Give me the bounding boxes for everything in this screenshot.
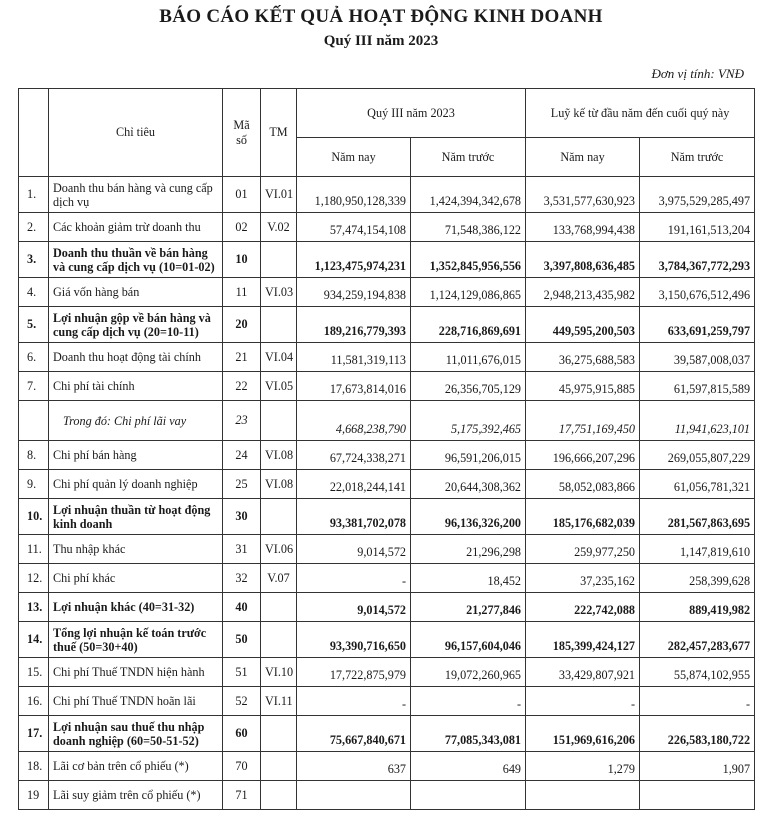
indicator-cell: Lợi nhuận sau thuế thu nhập doanh nghiệp (60=50-51-52) (49, 716, 223, 752)
code-cell: 52 (223, 687, 261, 716)
code-cell: 51 (223, 658, 261, 687)
indicator-cell: Chi phí khác (49, 564, 223, 593)
indicator-cell: Lợi nhuận thuần từ hoạt động kinh doanh (49, 499, 223, 535)
ytd-this-year-value: 151,969,616,206 (526, 716, 640, 752)
quarter-this-year-value: 637 (297, 752, 411, 781)
ytd-last-year-value: 3,150,676,512,496 (640, 278, 755, 307)
table-row (19, 343, 755, 372)
quarter-this-year-value: - (297, 687, 411, 716)
header-note: TM (261, 89, 297, 177)
quarter-last-year-value: 77,085,343,081 (411, 716, 526, 752)
quarter-last-year-value: 1,424,394,342,678 (411, 177, 526, 213)
note-cell: VI.08 (261, 441, 297, 470)
quarter-this-year-value: 9,014,572 (297, 593, 411, 622)
indicator-cell: Các khoản giảm trừ doanh thu (49, 213, 223, 242)
ytd-last-year-value (640, 781, 755, 810)
note-cell (261, 622, 297, 658)
quarter-last-year-value: 20,644,308,362 (411, 470, 526, 499)
ytd-last-year-value: 226,583,180,722 (640, 716, 755, 752)
note-cell (261, 401, 297, 441)
ytd-this-year-value: - (526, 687, 640, 716)
indicator-cell: Chi phí Thuế TNDN hoãn lãi (49, 687, 223, 716)
code-cell: 01 (223, 177, 261, 213)
table-row (19, 752, 755, 781)
indicator-cell: Lãi cơ bản trên cổ phiếu (*) (49, 752, 223, 781)
ytd-last-year-value: 11,941,623,101 (640, 401, 755, 441)
row-number: 10. (19, 499, 49, 535)
code-cell: 32 (223, 564, 261, 593)
table-row (19, 658, 755, 687)
quarter-last-year-value: 19,072,260,965 (411, 658, 526, 687)
ytd-this-year-value: 196,666,207,296 (526, 441, 640, 470)
quarter-last-year-value (411, 781, 526, 810)
row-number: 16. (19, 687, 49, 716)
row-number: 11. (19, 535, 49, 564)
quarter-this-year-value: 189,216,779,393 (297, 307, 411, 343)
ytd-this-year-value: 259,977,250 (526, 535, 640, 564)
quarter-last-year-value: 1,124,129,086,865 (411, 278, 526, 307)
note-cell: VI.10 (261, 658, 297, 687)
header-ytd-this-year: Năm nay (526, 138, 640, 177)
row-number: 6. (19, 343, 49, 372)
table-row (19, 401, 755, 441)
row-number: 7. (19, 372, 49, 401)
quarter-last-year-value: 21,296,298 (411, 535, 526, 564)
ytd-this-year-value: 45,975,915,885 (526, 372, 640, 401)
ytd-last-year-value: 55,874,102,955 (640, 658, 755, 687)
indicator-cell: Chi phí Thuế TNDN hiện hành (49, 658, 223, 687)
quarter-this-year-value: 11,581,319,113 (297, 343, 411, 372)
ytd-this-year-value (526, 781, 640, 810)
currency-unit: Đơn vị tính: VNĐ (651, 66, 744, 81)
ytd-last-year-value: - (640, 687, 755, 716)
quarter-last-year-value: 228,716,869,691 (411, 307, 526, 343)
indicator-cell: Chi phí quản lý doanh nghiệp (49, 470, 223, 499)
indicator-cell: Giá vốn hàng bán (49, 278, 223, 307)
table-row (19, 716, 755, 752)
code-cell: 21 (223, 343, 261, 372)
ytd-this-year-value: 36,275,688,583 (526, 343, 640, 372)
indicator-cell: Doanh thu bán hàng và cung cấp dịch vụ (49, 177, 223, 213)
table-row (19, 242, 755, 278)
header-ytd-last-year: Năm trước (640, 138, 755, 177)
code-cell: 23 (223, 401, 261, 441)
note-cell: VI.01 (261, 177, 297, 213)
note-cell: VI.03 (261, 278, 297, 307)
quarter-this-year-value: 1,180,950,128,339 (297, 177, 411, 213)
header-quarter-this-year: Năm nay (297, 138, 411, 177)
ytd-last-year-value: 3,784,367,772,293 (640, 242, 755, 278)
ytd-last-year-value: 39,587,008,037 (640, 343, 755, 372)
row-number: 15. (19, 658, 49, 687)
ytd-this-year-value: 449,595,200,503 (526, 307, 640, 343)
code-cell: 30 (223, 499, 261, 535)
row-number: 14. (19, 622, 49, 658)
ytd-this-year-value: 17,751,169,450 (526, 401, 640, 441)
quarter-last-year-value: 71,548,386,122 (411, 213, 526, 242)
income-statement-table (18, 88, 755, 810)
code-cell: 40 (223, 593, 261, 622)
note-cell: V.02 (261, 213, 297, 242)
table-row (19, 307, 755, 343)
note-cell (261, 242, 297, 278)
table-row (19, 278, 755, 307)
note-cell (261, 752, 297, 781)
row-number: 9. (19, 470, 49, 499)
report-subtitle: Quý III năm 2023 (323, 33, 439, 49)
quarter-this-year-value: 57,474,154,108 (297, 213, 411, 242)
quarter-this-year-value: 17,722,875,979 (297, 658, 411, 687)
ytd-last-year-value: 1,147,819,610 (640, 535, 755, 564)
header-indicator: Chỉ tiêu (49, 89, 223, 177)
table-row (19, 687, 755, 716)
header-quarter: Quý III năm 2023 (297, 89, 526, 138)
table-row (19, 535, 755, 564)
indicator-cell: Thu nhập khác (49, 535, 223, 564)
quarter-last-year-value: - (411, 687, 526, 716)
note-cell: VI.06 (261, 535, 297, 564)
ytd-this-year-value: 185,399,424,127 (526, 622, 640, 658)
quarter-last-year-value: 21,277,846 (411, 593, 526, 622)
quarter-last-year-value: 11,011,676,015 (411, 343, 526, 372)
ytd-last-year-value: 1,907 (640, 752, 755, 781)
code-cell: 50 (223, 622, 261, 658)
header-stt (19, 89, 49, 177)
table-row (19, 177, 755, 213)
note-cell: V.07 (261, 564, 297, 593)
ytd-this-year-value: 1,279 (526, 752, 640, 781)
note-cell (261, 499, 297, 535)
ytd-last-year-value: 3,975,529,285,497 (640, 177, 755, 213)
ytd-this-year-value: 37,235,162 (526, 564, 640, 593)
row-number: 4. (19, 278, 49, 307)
quarter-this-year-value: 4,668,238,790 (297, 401, 411, 441)
code-cell: 11 (223, 278, 261, 307)
quarter-this-year-value: 75,667,840,671 (297, 716, 411, 752)
header-quarter-last-year: Năm trước (411, 138, 526, 177)
note-cell (261, 593, 297, 622)
quarter-last-year-value: 649 (411, 752, 526, 781)
quarter-this-year-value: 9,014,572 (297, 535, 411, 564)
note-cell: VI.05 (261, 372, 297, 401)
note-cell (261, 307, 297, 343)
code-cell: 25 (223, 470, 261, 499)
ytd-this-year-value: 133,768,994,438 (526, 213, 640, 242)
row-number: 8. (19, 441, 49, 470)
ytd-last-year-value: 282,457,283,677 (640, 622, 755, 658)
report-title: BÁO CÁO KẾT QUẢ HOẠT ĐỘNG KINH DOANH (159, 6, 603, 27)
quarter-this-year-value: 67,724,338,271 (297, 441, 411, 470)
indicator-cell: Lợi nhuận khác (40=31-32) (49, 593, 223, 622)
quarter-this-year-value: 17,673,814,016 (297, 372, 411, 401)
ytd-this-year-value: 222,742,088 (526, 593, 640, 622)
code-cell: 71 (223, 781, 261, 810)
code-cell: 31 (223, 535, 261, 564)
note-cell (261, 781, 297, 810)
table-row (19, 593, 755, 622)
row-number (19, 401, 49, 441)
table-row (19, 564, 755, 593)
indicator-cell: Tổng lợi nhuận kế toán trước thuế (50=30+40) (49, 622, 223, 658)
quarter-last-year-value: 1,352,845,956,556 (411, 242, 526, 278)
quarter-this-year-value: 934,259,194,838 (297, 278, 411, 307)
ytd-last-year-value: 61,597,815,589 (640, 372, 755, 401)
code-cell: 22 (223, 372, 261, 401)
row-number: 1. (19, 177, 49, 213)
table-row (19, 441, 755, 470)
table-body (19, 177, 755, 810)
note-cell: VI.04 (261, 343, 297, 372)
table-row (19, 213, 755, 242)
indicator-cell: Trong đó: Chi phí lãi vay (49, 401, 223, 441)
ytd-last-year-value: 258,399,628 (640, 564, 755, 593)
row-number: 18. (19, 752, 49, 781)
indicator-cell: Doanh thu thuần về bán hàng và cung cấp dịch vụ (10=01-02) (49, 242, 223, 278)
ytd-last-year-value: 633,691,259,797 (640, 307, 755, 343)
code-cell: 10 (223, 242, 261, 278)
quarter-this-year-value: 1,123,475,974,231 (297, 242, 411, 278)
table-row (19, 470, 755, 499)
ytd-last-year-value: 191,161,513,204 (640, 213, 755, 242)
ytd-last-year-value: 61,056,781,321 (640, 470, 755, 499)
ytd-this-year-value: 33,429,807,921 (526, 658, 640, 687)
quarter-this-year-value: 93,381,702,078 (297, 499, 411, 535)
ytd-this-year-value: 58,052,083,866 (526, 470, 640, 499)
quarter-this-year-value (297, 781, 411, 810)
code-cell: 20 (223, 307, 261, 343)
row-number: 2. (19, 213, 49, 242)
table-row (19, 372, 755, 401)
quarter-last-year-value: 5,175,392,465 (411, 401, 526, 441)
code-cell: 02 (223, 213, 261, 242)
ytd-this-year-value: 2,948,213,435,982 (526, 278, 640, 307)
ytd-last-year-value: 269,055,807,229 (640, 441, 755, 470)
quarter-last-year-value: 96,136,326,200 (411, 499, 526, 535)
quarter-this-year-value: 22,018,244,141 (297, 470, 411, 499)
row-number: 3. (19, 242, 49, 278)
code-cell: 60 (223, 716, 261, 752)
header-ytd: Luỹ kế từ đầu năm đến cuối quý này (526, 89, 755, 138)
table-row (19, 622, 755, 658)
quarter-this-year-value: - (297, 564, 411, 593)
indicator-cell: Doanh thu hoạt động tài chính (49, 343, 223, 372)
code-cell: 24 (223, 441, 261, 470)
indicator-cell: Lợi nhuận gộp về bán hàng và cung cấp dịch vụ (20=10-11) (49, 307, 223, 343)
indicator-cell: Chi phí bán hàng (49, 441, 223, 470)
indicator-cell: Chi phí tài chính (49, 372, 223, 401)
row-number: 19 (19, 781, 49, 810)
quarter-last-year-value: 96,591,206,015 (411, 441, 526, 470)
quarter-last-year-value: 96,157,604,046 (411, 622, 526, 658)
row-number: 12. (19, 564, 49, 593)
ytd-this-year-value: 3,531,577,630,923 (526, 177, 640, 213)
ytd-last-year-value: 281,567,863,695 (640, 499, 755, 535)
ytd-last-year-value: 889,419,982 (640, 593, 755, 622)
note-cell: VI.11 (261, 687, 297, 716)
code-cell: 70 (223, 752, 261, 781)
row-number: 17. (19, 716, 49, 752)
table-row (19, 781, 755, 810)
quarter-last-year-value: 18,452 (411, 564, 526, 593)
header-code: Mã số (223, 89, 261, 177)
row-number: 13. (19, 593, 49, 622)
ytd-this-year-value: 185,176,682,039 (526, 499, 640, 535)
table-row (19, 499, 755, 535)
note-cell: VI.08 (261, 470, 297, 499)
row-number: 5. (19, 307, 49, 343)
note-cell (261, 716, 297, 752)
ytd-this-year-value: 3,397,808,636,485 (526, 242, 640, 278)
indicator-cell: Lãi suy giảm trên cổ phiếu (*) (49, 781, 223, 810)
quarter-last-year-value: 26,356,705,129 (411, 372, 526, 401)
quarter-this-year-value: 93,390,716,650 (297, 622, 411, 658)
